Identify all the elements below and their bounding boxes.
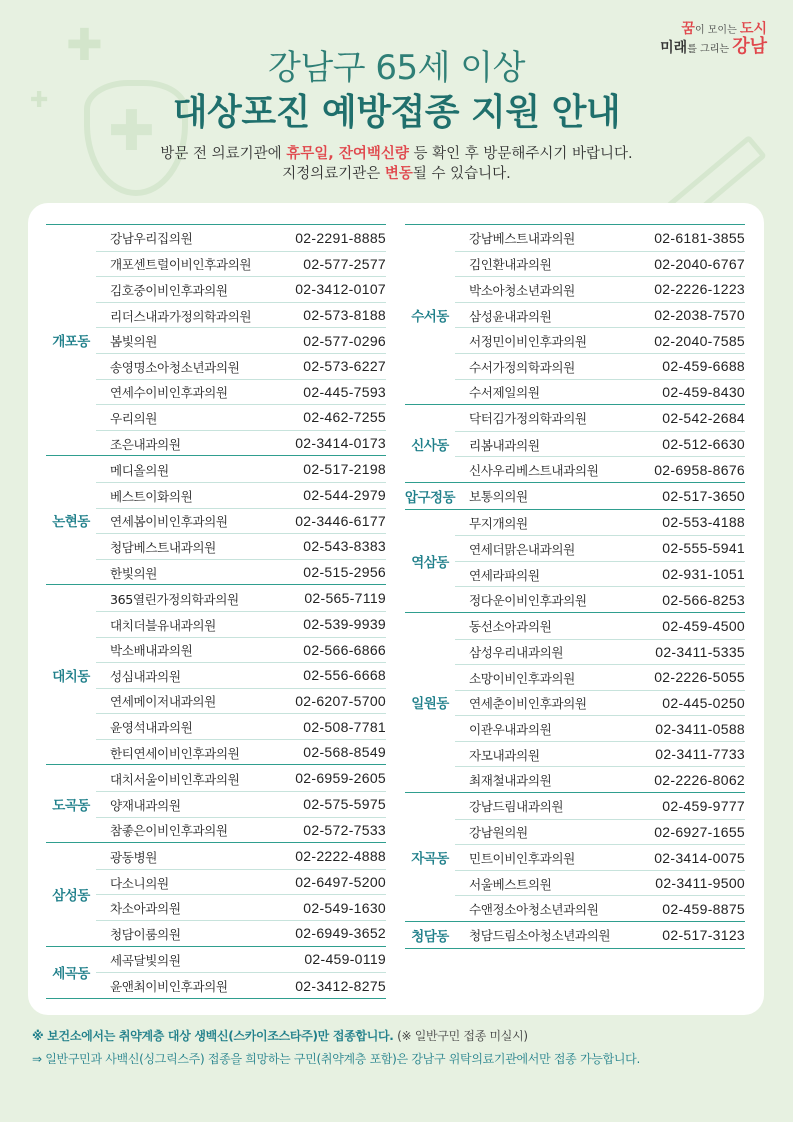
clinic-name: 김호중이비인후과의원 (110, 282, 228, 298)
clinic-row (96, 533, 386, 559)
clinic-row (96, 637, 386, 663)
clinic-name: 닥터김가정의학과의원 (469, 411, 587, 427)
dong-name: 개포동 (52, 334, 90, 351)
clinic-row (455, 353, 745, 379)
dong-name: 일원동 (411, 696, 449, 713)
clinic-phone: 02-508-7781 (303, 718, 386, 735)
clinic-row (96, 791, 386, 817)
clinic-phone: 02-6958-8676 (654, 461, 745, 478)
footnote-1: ※ 보건소에서는 취약계층 대상 생백신(스카이조스타주)만 접종합니다. (※ 일반구민 접종 미실시) (32, 1029, 528, 1043)
clinic-phone: 02-575-5975 (303, 796, 386, 813)
clinic-phone: 02-6927-1655 (654, 823, 745, 840)
clinic-name: 삼성윤내과의원 (469, 308, 552, 324)
clinic-phone: 02-2226-1223 (654, 281, 745, 298)
clinic-phone: 02-3446-6177 (295, 512, 386, 529)
clinic-phone: 02-459-6688 (662, 358, 745, 375)
clinic-name: 강남우리집의원 (110, 231, 193, 247)
page-title-line1: 강남구 65세 이상 (268, 48, 525, 88)
clinic-phone: 02-462-7255 (303, 409, 386, 426)
clinic-row (96, 430, 386, 456)
clinic-row (455, 613, 745, 639)
clinic-name: 정다운이비인후과의원 (469, 593, 587, 609)
clinic-phone: 02-2040-7585 (654, 332, 745, 349)
clinic-row (455, 766, 745, 792)
clinic-row (96, 379, 386, 405)
clinic-name: 박소배내과의원 (110, 643, 193, 659)
clinic-phone: 02-544-2979 (303, 487, 386, 504)
clinic-name: 우리의원 (110, 410, 158, 426)
clinic-name: 청담베스트내과의원 (110, 539, 216, 555)
clinic-row (455, 586, 745, 612)
dong-name: 도곡동 (52, 797, 90, 814)
clinic-name: 민트이비인후과의원 (469, 851, 575, 867)
clinic-name: 청담이룸의원 (110, 926, 181, 942)
clinic-phone: 02-577-0296 (303, 332, 386, 349)
clinic-name: 수서가정의학과의원 (469, 359, 575, 375)
clinic-row (96, 327, 386, 353)
dong-group (405, 509, 745, 613)
dong-name: 수서동 (411, 308, 449, 325)
clinic-phone: 02-2040-6767 (654, 255, 745, 272)
clinic-name: 연세라파의원 (469, 567, 540, 583)
dong-group (405, 792, 745, 922)
clinic-row (455, 793, 745, 819)
clinic-phone: 02-549-1630 (303, 899, 386, 916)
clinic-phone: 02-6181-3855 (654, 229, 745, 246)
clinic-phone: 02-543-8383 (303, 538, 386, 555)
clinic-phone: 02-555-5941 (662, 540, 745, 557)
clinic-name: 연세춘이비인후과의원 (469, 696, 587, 712)
clinic-row (96, 739, 386, 765)
clinic-phone: 02-515-2956 (303, 564, 386, 581)
clinic-row (455, 483, 745, 509)
clinic-phone: 02-3414-0075 (654, 849, 745, 866)
clinic-row (455, 276, 745, 302)
dong-group (46, 842, 386, 946)
dong-name: 자곡동 (411, 851, 449, 868)
clinic-name: 강남베스트내과의원 (469, 231, 575, 247)
notice-line2: 지정의료기관은 변동될 수 있습니다. (282, 166, 511, 182)
clinic-row (455, 251, 745, 277)
dong-group (405, 404, 745, 483)
clinic-name: 메디올의원 (110, 462, 169, 478)
clinic-row (96, 353, 386, 379)
clinic-row (455, 922, 745, 948)
dong-group (46, 946, 386, 999)
clinic-phone: 02-3411-7733 (655, 746, 745, 763)
clinic-row (455, 431, 745, 457)
clinic-phone: 02-445-7593 (303, 383, 386, 400)
clinic-name: 한빛의원 (110, 565, 158, 581)
clinic-row (96, 302, 386, 328)
clinic-row (96, 688, 386, 714)
clinic-phone: 02-553-4188 (662, 514, 745, 531)
dong-name: 논현동 (52, 514, 90, 531)
clinic-row (455, 561, 745, 587)
clinic-row (455, 895, 745, 921)
clinic-name: 강남원의원 (469, 825, 528, 841)
clinic-name: 무지개의원 (469, 515, 528, 531)
dong-group (46, 455, 386, 585)
dong-group (405, 921, 745, 949)
clinic-list-card (28, 203, 764, 1015)
clinic-name: 베스트이화의원 (110, 488, 193, 504)
dong-group (405, 482, 745, 510)
plus-deco-icon: ✚ (66, 20, 103, 71)
clinic-row (455, 379, 745, 405)
shield-plus-icon: ✚ (108, 99, 155, 164)
clinic-phone: 02-931-1051 (662, 566, 745, 583)
gangnam-logo: 꿈이 모이는 도시 미래를 그리는 강남 (660, 21, 767, 58)
clinic-phone: 02-573-6227 (303, 358, 386, 375)
clinic-name: 청담드림소아청소년과의원 (469, 928, 611, 944)
dong-group (46, 764, 386, 843)
clinic-name: 연세수이비인후과의원 (110, 385, 228, 401)
plus-deco-icon: ✚ (30, 88, 49, 113)
clinic-phone: 02-6949-3652 (295, 925, 386, 942)
clinic-name: 강남드림내과의원 (469, 799, 564, 815)
clinic-name: 서정민이비인후과의원 (469, 334, 587, 350)
clinic-row (96, 611, 386, 637)
clinic-phone: 02-573-8188 (303, 307, 386, 324)
clinic-column-right (405, 225, 745, 949)
clinic-name: 김인환내과의원 (469, 257, 552, 273)
clinic-name: 동선소아과의원 (469, 619, 552, 635)
clinic-row (96, 713, 386, 739)
dong-group (405, 224, 745, 405)
clinic-name: 윤영석내과의원 (110, 720, 193, 736)
clinic-row (96, 765, 386, 791)
clinic-row (96, 225, 386, 251)
clinic-name: 리봄내과의원 (469, 437, 540, 453)
clinic-name: 수서제일의원 (469, 385, 540, 401)
dong-name: 신사동 (411, 437, 449, 454)
clinic-phone: 02-3411-9500 (655, 875, 745, 892)
clinic-row (455, 456, 745, 482)
clinic-row (96, 817, 386, 843)
clinic-row (455, 225, 745, 251)
clinic-name: 삼성우리내과의원 (469, 645, 564, 661)
dong-group (46, 224, 386, 456)
clinic-name: 세곡달빛의원 (110, 952, 181, 968)
clinic-row (455, 327, 745, 353)
clinic-row (96, 456, 386, 482)
dong-name: 역삼동 (411, 554, 449, 571)
clinic-row (455, 639, 745, 665)
dong-name: 세곡동 (52, 966, 90, 983)
clinic-phone: 02-512-6630 (662, 436, 745, 453)
clinic-phone: 02-459-8430 (662, 383, 745, 400)
clinic-row (96, 559, 386, 585)
clinic-name: 양재내과의원 (110, 797, 181, 813)
clinic-row (96, 662, 386, 688)
clinic-phone: 02-542-2684 (662, 409, 745, 426)
clinic-row (96, 869, 386, 895)
dong-name: 삼성동 (52, 888, 90, 905)
clinic-name: 성심내과의원 (110, 668, 181, 684)
clinic-phone: 02-6497-5200 (295, 874, 386, 891)
clinic-row (96, 276, 386, 302)
clinic-name: 봄빛의원 (110, 334, 158, 350)
clinic-phone: 02-566-6866 (303, 641, 386, 658)
clinic-name: 대치더블유내과의원 (110, 617, 216, 633)
notice-line1: 방문 전 의료기관에 휴무일, 잔여백신량 등 확인 후 방문해주시기 바랍니다. (160, 146, 633, 162)
clinic-name: 리더스내과가정의학과의원 (110, 308, 252, 324)
clinic-row (455, 715, 745, 741)
clinic-phone: 02-2222-4888 (295, 848, 386, 865)
clinic-row (455, 510, 745, 536)
dong-name: 대치동 (52, 668, 90, 685)
clinic-phone: 02-6959-2605 (295, 770, 386, 787)
clinic-name: 자모내과의원 (469, 747, 540, 763)
clinic-row (96, 947, 386, 973)
clinic-row (455, 690, 745, 716)
clinic-name: 365열린가정의학과의원 (110, 591, 239, 607)
clinic-name: 연세봄이비인후과의원 (110, 514, 228, 530)
clinic-phone: 02-577-2577 (303, 255, 386, 272)
clinic-phone: 02-459-9777 (662, 797, 745, 814)
clinic-row (455, 302, 745, 328)
clinic-name: 송영명소아청소년과의원 (110, 359, 240, 375)
clinic-name: 조은내과의원 (110, 436, 181, 452)
clinic-name: 보통의의원 (469, 489, 528, 505)
clinic-name: 연세메이저내과의원 (110, 694, 216, 710)
clinic-phone: 02-572-7533 (303, 821, 386, 838)
clinic-name: 참좋은이비인후과의원 (110, 823, 228, 839)
clinic-phone: 02-2038-7570 (654, 307, 745, 324)
clinic-name: 수앤정소아청소년과의원 (469, 902, 599, 918)
clinic-name: 신사우리베스트내과의원 (469, 463, 599, 479)
dong-group (46, 584, 386, 765)
clinic-row (455, 844, 745, 870)
clinic-phone: 02-445-0250 (662, 694, 745, 711)
clinic-name: 대치서울이비인후과의원 (110, 771, 240, 787)
footnote-2: ⇒ 일반구민과 사백신(싱그릭스주) 접종을 희망하는 구민(취약계층 포함)은 강남구 위탁의료기관에서만 접종 가능합니다. (32, 1052, 640, 1066)
clinic-phone: 02-3411-5335 (655, 643, 745, 660)
clinic-row (96, 251, 386, 277)
clinic-name: 이관우내과의원 (469, 722, 552, 738)
clinic-name: 다소니의원 (110, 875, 169, 891)
clinic-row (96, 843, 386, 869)
clinic-phone: 02-517-2198 (303, 461, 386, 478)
clinic-row (96, 585, 386, 611)
clinic-phone: 02-2226-8062 (654, 771, 745, 788)
clinic-name: 윤앤최이비인후과의원 (110, 979, 228, 995)
clinic-row (455, 535, 745, 561)
clinic-name: 박소아청소년과의원 (469, 282, 575, 298)
clinic-phone: 02-3411-0588 (655, 720, 745, 737)
clinic-name: 차소아과의원 (110, 901, 181, 917)
clinic-phone: 02-3412-0107 (295, 281, 386, 298)
clinic-row (455, 870, 745, 896)
clinic-name: 서울베스트의원 (469, 876, 552, 892)
clinic-phone: 02-3412-8275 (295, 977, 386, 994)
clinic-phone: 02-568-8549 (303, 744, 386, 761)
clinic-phone: 02-459-0119 (304, 951, 386, 968)
dong-name: 압구정동 (404, 489, 456, 506)
clinic-column-left (46, 225, 386, 999)
clinic-name: 연세더맑은내과의원 (469, 541, 575, 557)
clinic-row (96, 920, 386, 946)
clinic-phone: 02-3414-0173 (295, 435, 386, 452)
clinic-row (96, 508, 386, 534)
clinic-name: 최재철내과의원 (469, 773, 552, 789)
clinic-row (96, 894, 386, 920)
clinic-phone: 02-539-9939 (303, 616, 386, 633)
clinic-phone: 02-566-8253 (662, 591, 745, 608)
clinic-row (96, 482, 386, 508)
clinic-name: 광동병원 (110, 849, 158, 865)
clinic-phone: 02-459-8875 (662, 900, 745, 917)
clinic-row (455, 664, 745, 690)
clinic-row (96, 404, 386, 430)
clinic-phone: 02-6207-5700 (295, 692, 386, 709)
clinic-row (96, 972, 386, 998)
clinic-phone: 02-459-4500 (662, 617, 745, 634)
clinic-row (455, 405, 745, 431)
clinic-row (455, 741, 745, 767)
clinic-name: 한티연세이비인후과의원 (110, 745, 240, 761)
clinic-row (455, 819, 745, 845)
clinic-phone: 02-2226-5055 (654, 669, 745, 686)
clinic-phone: 02-565-7119 (304, 590, 386, 607)
clinic-phone: 02-517-3123 (662, 926, 745, 943)
clinic-name: 개포센트럴이비인후과의원 (110, 257, 252, 273)
clinic-phone: 02-2291-8885 (295, 229, 386, 246)
dong-group (405, 612, 745, 793)
clinic-phone: 02-556-6668 (303, 667, 386, 684)
page-title-line2: 대상포진 예방접종 지원 안내 (172, 92, 621, 133)
dong-name: 청담동 (411, 928, 449, 945)
clinic-name: 소망이비인후과의원 (469, 670, 575, 686)
clinic-phone: 02-517-3650 (662, 487, 745, 504)
